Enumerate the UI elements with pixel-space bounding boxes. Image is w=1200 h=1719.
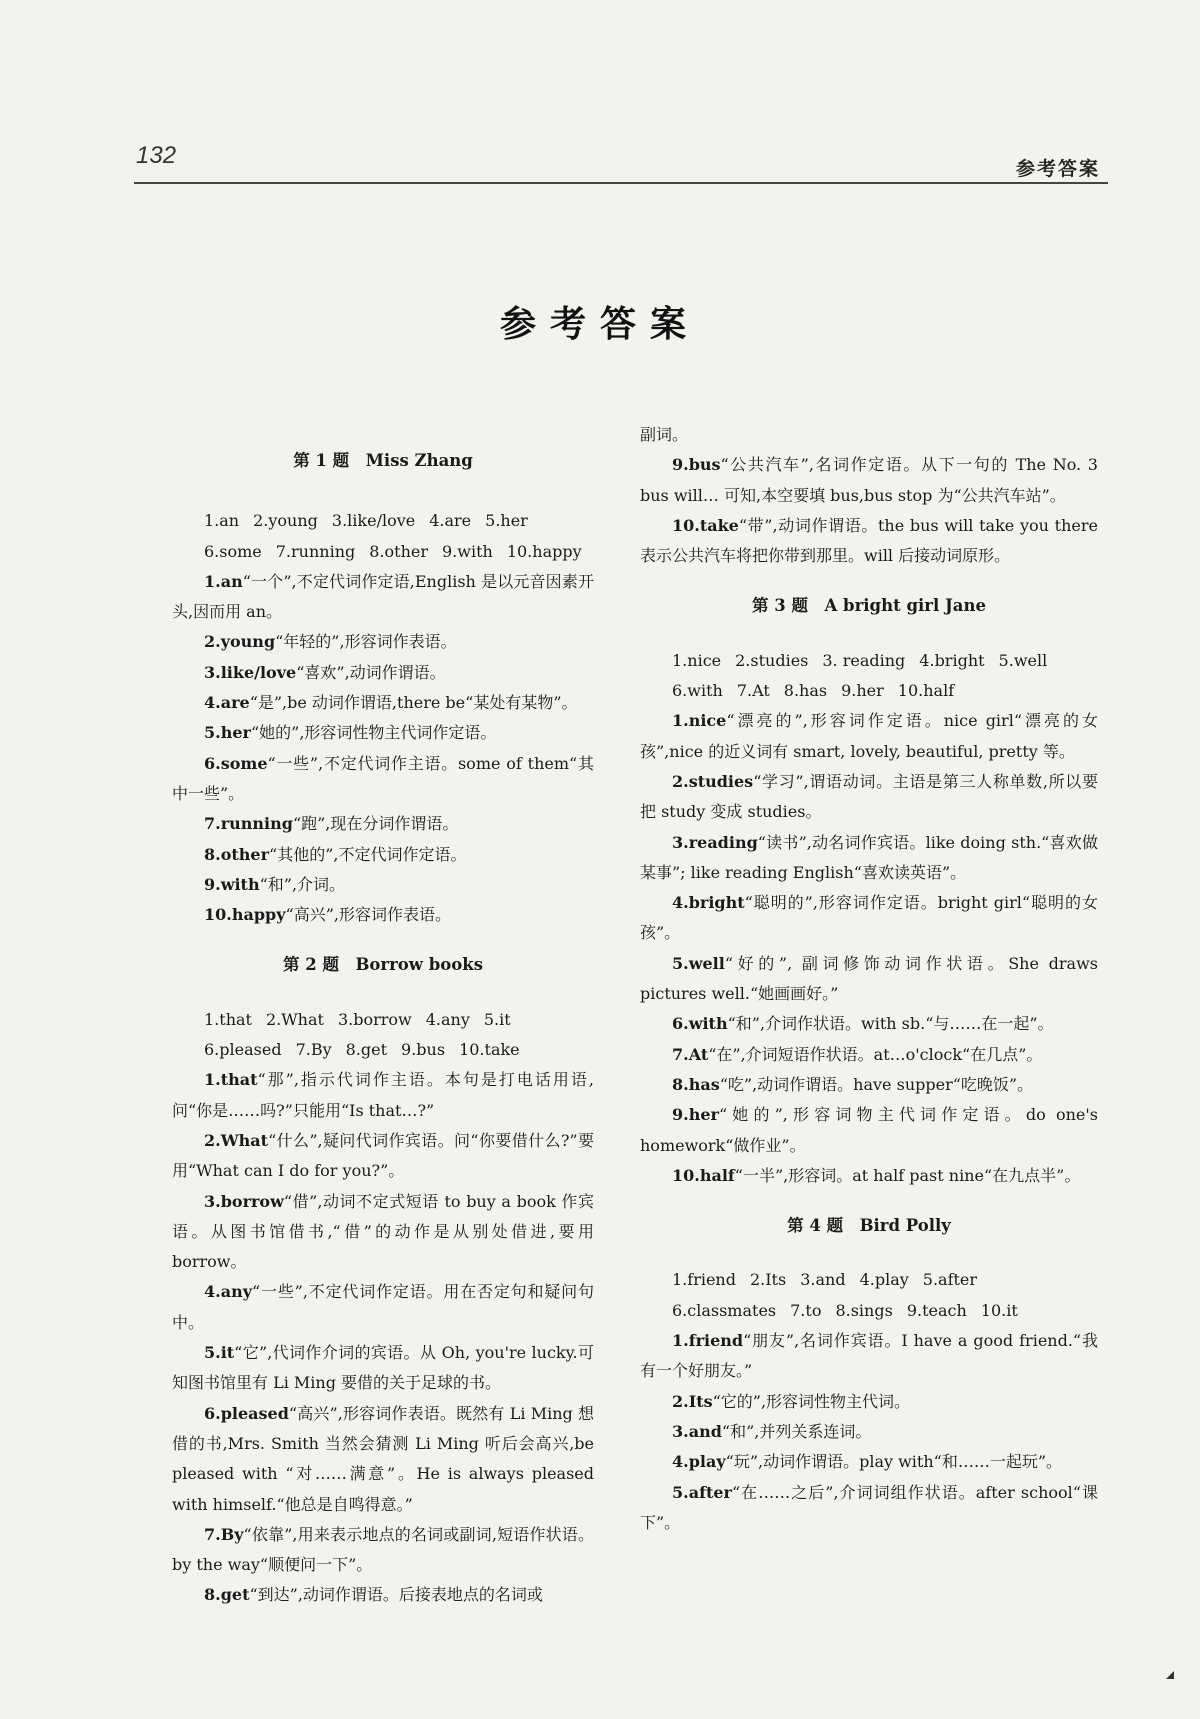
answer-row: 1.nice 2.studies 3. reading 4.bright 5.well — [672, 650, 1048, 670]
explanation: 5.well“好的”, 副词修饰动词作状语。She draws pictures well.“她画画好。” — [640, 953, 1098, 1004]
explanation: 3.like/love“喜欢”,动词作谓语。 — [204, 662, 446, 682]
explanation: 6.pleased“高兴”,形容词作表语。既然有 Li Ming 想借的书,Mrs. Smith 当然会猜测 Li Ming 听后会高兴,be pleased with “对……满意”。He is always pleased with himself.“他总是自鸣得意。” — [172, 1403, 594, 1514]
explanation: 9.bus“公共汽车”,名词作定语。从下一句的 The No. 3 bus will… 可知,本空要填 bus,bus stop 为“公共汽车站”。 — [640, 455, 1098, 505]
explanation: 10.happy“高兴”,形容词作表语。 — [204, 905, 451, 925]
continued-text: 副词。 — [640, 425, 689, 444]
answer-row: 6.some 7.running 8.other 9.with 10.happy — [204, 541, 582, 561]
explanation: 1.friend“朋友”,名词作宾语。I have a good friend.“我有一个好朋友。” — [640, 1331, 1098, 1381]
page-number: 132 — [136, 142, 177, 169]
explanation: 3.and“和”,并列关系连词。 — [672, 1421, 872, 1441]
explanation: 6.with“和”,介词作状语。with sb.“与……在一起”。 — [672, 1014, 1054, 1034]
explanation: 1.nice“漂亮的”,形容词作定语。nice girl“漂亮的女孩”,nice 的近义词有 smart, lovely, beautiful, pretty 等。 — [640, 711, 1098, 761]
explanation: 4.bright“聪明的”,形容词作定语。bright girl“聪明的女孩”。 — [640, 893, 1098, 943]
explanation: 7.running“跑”,现在分词作谓语。 — [204, 814, 459, 834]
answer-row: 6.classmates 7.to 8.sings 9.teach 10.it — [672, 1300, 1018, 1320]
explanation: 5.after“在……之后”,介词词组作状语。after school“课下”。 — [640, 1482, 1098, 1532]
running-header-title: 参考答案 — [1015, 158, 1100, 180]
explanation: 2.young“年轻的”,形容词作表语。 — [204, 632, 457, 652]
answer-row: 1.that 2.What 3.borrow 4.any 5.it — [204, 1009, 511, 1029]
explanation: 7.By“依靠”,用来表示地点的名词或副词,短语作状语。by the way“顺便问一下”。 — [172, 1524, 594, 1575]
section-heading-2: 第 2 题 Borrow books — [282, 955, 484, 975]
explanation: 6.some“一些”,不定代词作主语。some of them“其中一些”。 — [172, 753, 594, 803]
explanation: 8.has“吃”,动词作谓语。have supper“吃晚饭”。 — [672, 1074, 1034, 1094]
explanation: 9.with“和”,介词。 — [204, 874, 346, 894]
answer-row: 6.with 7.At 8.has 9.her 10.half — [672, 681, 955, 701]
explanation: 9.her“她的”,形容词物主代词作定语。do one's homework“做作业”。 — [640, 1105, 1098, 1155]
explanation: 4.play“玩”,动词作谓语。play with“和……一起玩”。 — [672, 1452, 1063, 1472]
explanation: 5.it“它”,代词作介词的宾语。从 Oh, you're lucky.可知图书馆里有 Li Ming 要借的关于足球的书。 — [172, 1343, 594, 1393]
explanation: 2.Its“它的”,形容词性物主代词。 — [672, 1391, 911, 1411]
explanation: 4.are“是”,be 动词作谓语,there be“某处有某物”。 — [204, 693, 578, 713]
left-column — [172, 420, 594, 1611]
corner-mark — [1166, 1671, 1174, 1679]
explanation: 10.take“带”,动词作谓语。the bus will take you there 表示公共汽车将把你带到那里。will 后接动词原形。 — [640, 515, 1098, 566]
answer-row: 1.an 2.young 3.like/love 4.are 5.her — [204, 511, 528, 531]
right-column — [640, 420, 1098, 1538]
explanation: 1.that“那”,指示代词作主语。本句是打电话用语,问“你是……吗?”只能用“Is that…?” — [172, 1070, 594, 1120]
explanation: 7.At“在”,介词短语作状语。at…o'clock“在几点”。 — [672, 1044, 1043, 1064]
explanation: 8.other“其他的”,不定代词作定语。 — [204, 844, 467, 864]
explanation: 4.any“一些”,不定代词作定语。用在否定句和疑问句中。 — [172, 1282, 594, 1332]
explanation: 8.get“到达”,动词作谓语。后接表地点的名词或 — [204, 1585, 543, 1605]
answer-row: 1.friend 2.Its 3.and 4.play 5.after — [672, 1270, 978, 1290]
explanation: 3.borrow“借”,动词不定式短语 to buy a book 作宾语。从图书馆借书,“借”的动作是从别处借进,要用 borrow。 — [172, 1191, 594, 1272]
explanation: 5.her“她的”,形容词性物主代词作定语。 — [204, 723, 497, 743]
section-heading-1: 第 1 题 Miss Zhang — [293, 451, 473, 470]
section-heading-4: 第 4 题 Bird Polly — [787, 1216, 951, 1236]
page-title: 参考答案 — [499, 303, 700, 345]
explanation: 1.an“一个”,不定代词作定语,English 是以元音因素开头,因而用 an。 — [172, 571, 594, 622]
section-heading-3: 第 3 题 A bright girl Jane — [752, 596, 986, 616]
explanation: 2.studies“学习”,谓语动词。主语是第三人称单数,所以要把 study 变成 studies。 — [640, 771, 1098, 822]
explanation: 10.half“一半”,形容词。at half past nine“在九点半”。 — [672, 1165, 1081, 1185]
explanation: 2.What“什么”,疑问代词作宾语。问“你要借什么?”要用“What can I do for you?”。 — [172, 1130, 594, 1181]
explanation: 3.reading“读书”,动名词作宾语。like doing sth.“喜欢做某事”; like reading English“喜欢读英语”。 — [640, 832, 1098, 882]
answer-row: 6.pleased 7.By 8.get 9.bus 10.take — [204, 1040, 520, 1060]
header-rule — [134, 182, 1108, 184]
